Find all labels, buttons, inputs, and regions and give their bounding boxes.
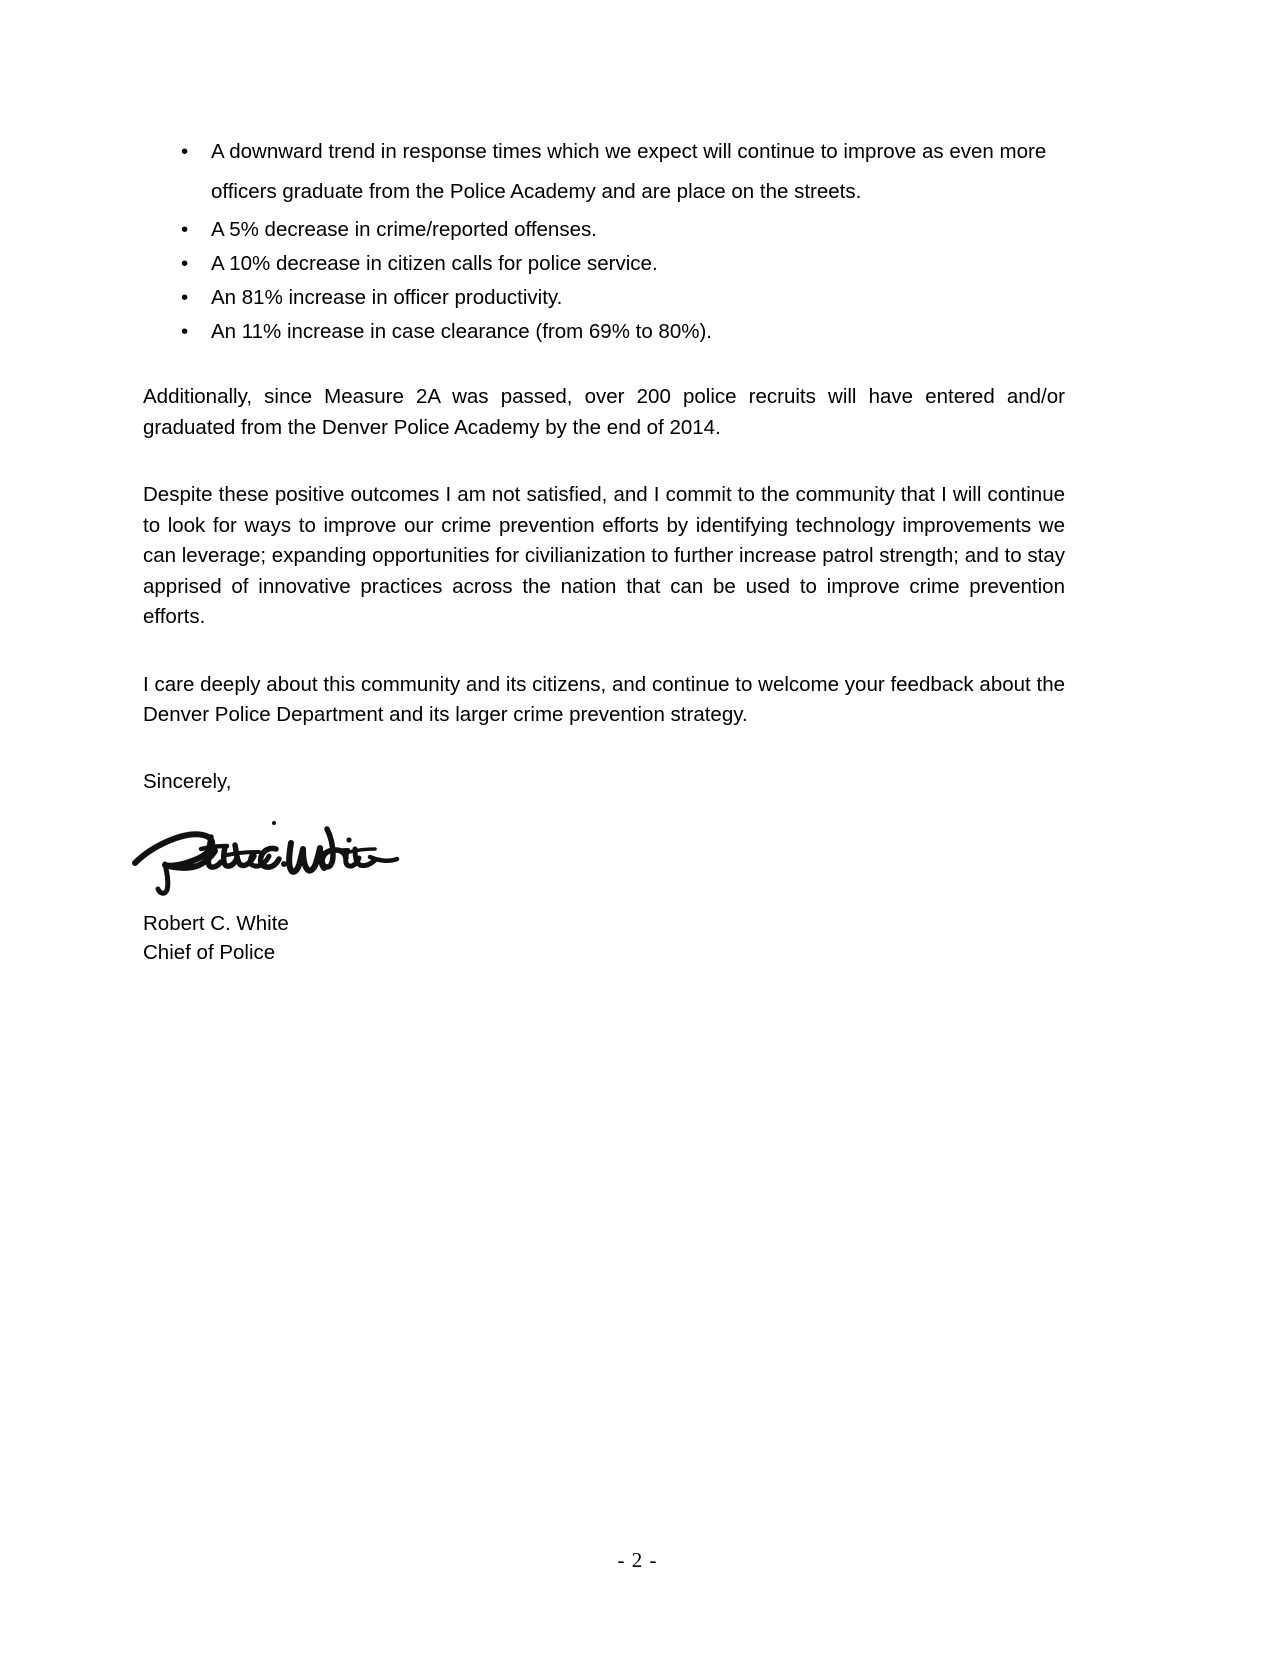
bullet-icon: •: [181, 140, 189, 163]
list-item: [143, 315, 1065, 349]
closing-salutation: Sincerely,: [143, 769, 232, 793]
list-item-text: A 10% decrease in citizen calls for police service.: [211, 252, 658, 275]
list-item-text: An 81% increase in officer productivity.: [211, 286, 563, 309]
list-item: [143, 247, 1065, 281]
bullet-icon: •: [181, 286, 189, 309]
list-item-text: A downward trend in response times which we expect will continue to improve as even more officers graduate from the Police Academy and are place on the streets.: [211, 140, 1047, 203]
letter-body: [143, 132, 1065, 967]
signer-name: Robert C. White: [143, 911, 289, 935]
bullet-icon: •: [181, 218, 189, 241]
list-item: [143, 132, 1065, 212]
page-number: - 2 -: [617, 1548, 658, 1572]
list-item: [143, 281, 1065, 315]
list-item-text: An 11% increase in case clearance (from 69% to 80%).: [211, 320, 712, 343]
paragraph-care-deeply: I care deeply about this community and its citizens, and continue to welcome your feedback about the Denver Police Department and its larger crime prevention strategy.: [143, 672, 1065, 726]
list-item-text: A 5% decrease in crime/reported offenses.: [211, 218, 597, 241]
signature-image: [127, 807, 1065, 897]
bullet-icon: •: [181, 320, 189, 343]
bullet-icon: •: [181, 252, 189, 275]
accomplishments-list: [143, 132, 1065, 349]
paragraph-additionally: Additionally, since Measure 2A was passed, over 200 police recruits will have entered and/or graduated from the Denver Police Academy by the end of 2014.: [143, 385, 1065, 439]
paragraph-despite: Despite these positive outcomes I am not satisfied, and I commit to the community that I will continue to look for ways to improve our crime prevention efforts by identifying technology improvements we can leverage; expanding opportunities for civilianization to further increase patrol strength; and to stay apprised of innovative practices across the nation that can be used to improve crime prevention efforts.: [143, 483, 1065, 628]
list-item: [143, 213, 1065, 247]
signer-title: Chief of Police: [143, 940, 276, 964]
